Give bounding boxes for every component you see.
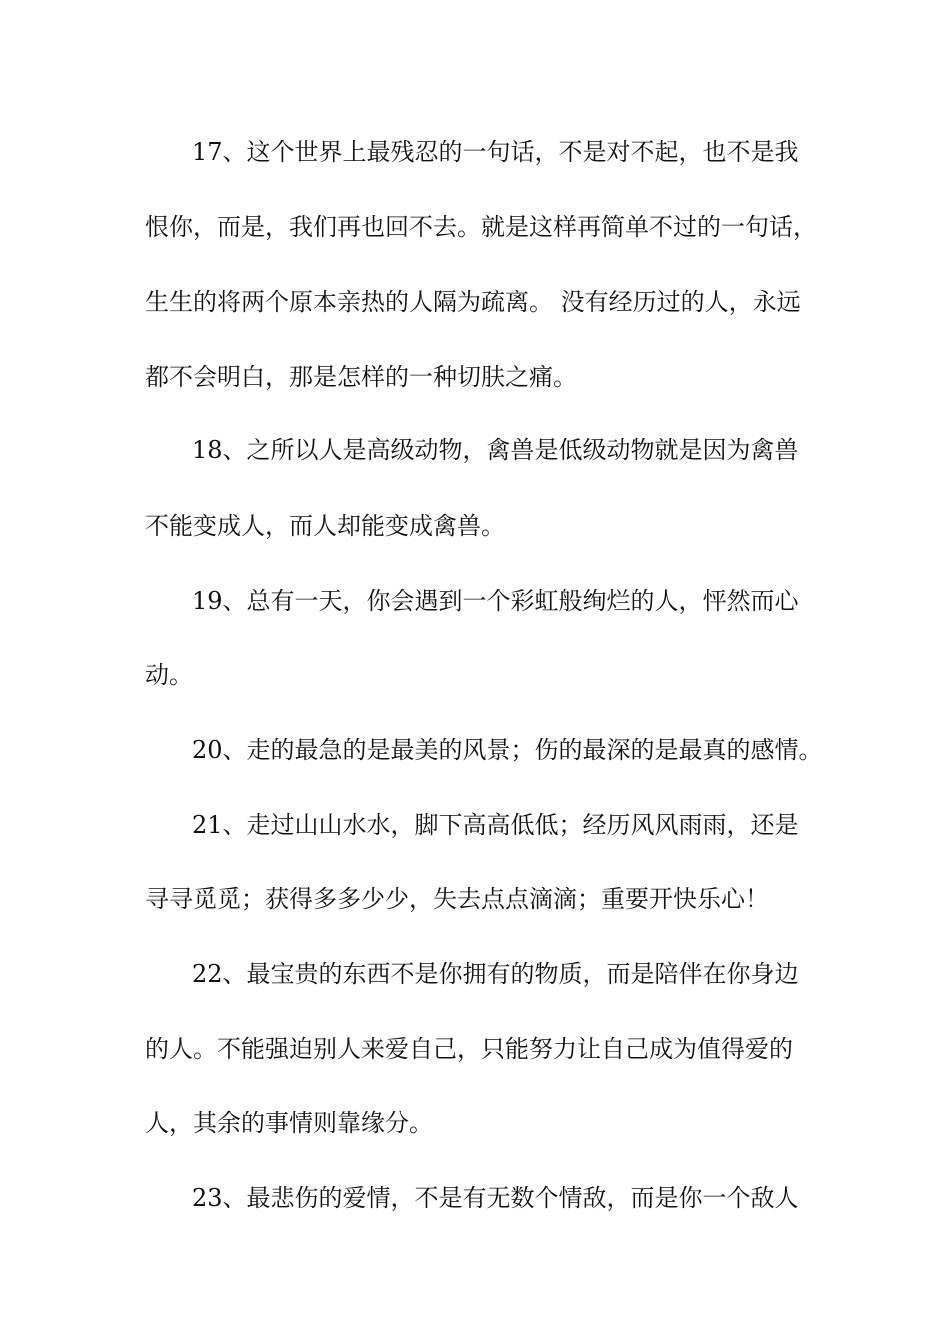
paragraph-17-line-3: 生生的将两个原本亲热的人隔为疏离。 没有经历过的人，永远: [145, 288, 801, 316]
paragraph-20-line-1: 20、走的最急的是最美的风景；伤的最深的是最真的感情。: [192, 736, 823, 764]
paragraph-18-line-1: 18、之所以人是高级动物，禽兽是低级动物就是因为禽兽: [192, 436, 799, 464]
paragraph-18-line-2: 不能变成人，而人却能变成禽兽。: [145, 512, 505, 540]
paragraph-21-line-2: 寻寻觅觅；获得多多少少，失去点点滴滴；重要开快乐心！: [145, 885, 769, 913]
paragraph-17-line-4: 都不会明白，那是怎样的一种切肤之痛。: [145, 363, 577, 391]
paragraph-22-line-2: 的人。不能强迫别人来爱自己，只能努力让自己成为值得爱的: [145, 1035, 793, 1063]
paragraph-22-line-3: 人，其余的事情则靠缘分。: [145, 1109, 433, 1137]
paragraph-17-line-1: 17、这个世界上最残忍的一句话，不是对不起，也不是我: [192, 138, 799, 166]
paragraph-23-line-1: 23、最悲伤的爱情，不是有无数个情敌，而是你一个敌人: [192, 1184, 799, 1212]
paragraph-17-line-2: 恨你，而是，我们再也回不去。就是这样再简单不过的一句话，: [145, 213, 817, 241]
paragraph-22-line-1: 22、最宝贵的东西不是你拥有的物质，而是陪伴在你身边: [192, 960, 799, 988]
paragraph-19-line-1: 19、总有一天，你会遇到一个彩虹般绚烂的人，怦然而心: [192, 587, 799, 615]
paragraph-19-line-2: 动。: [145, 661, 193, 689]
paragraph-21-line-1: 21、走过山山水水，脚下高高低低；经历风风雨雨，还是: [192, 811, 799, 839]
